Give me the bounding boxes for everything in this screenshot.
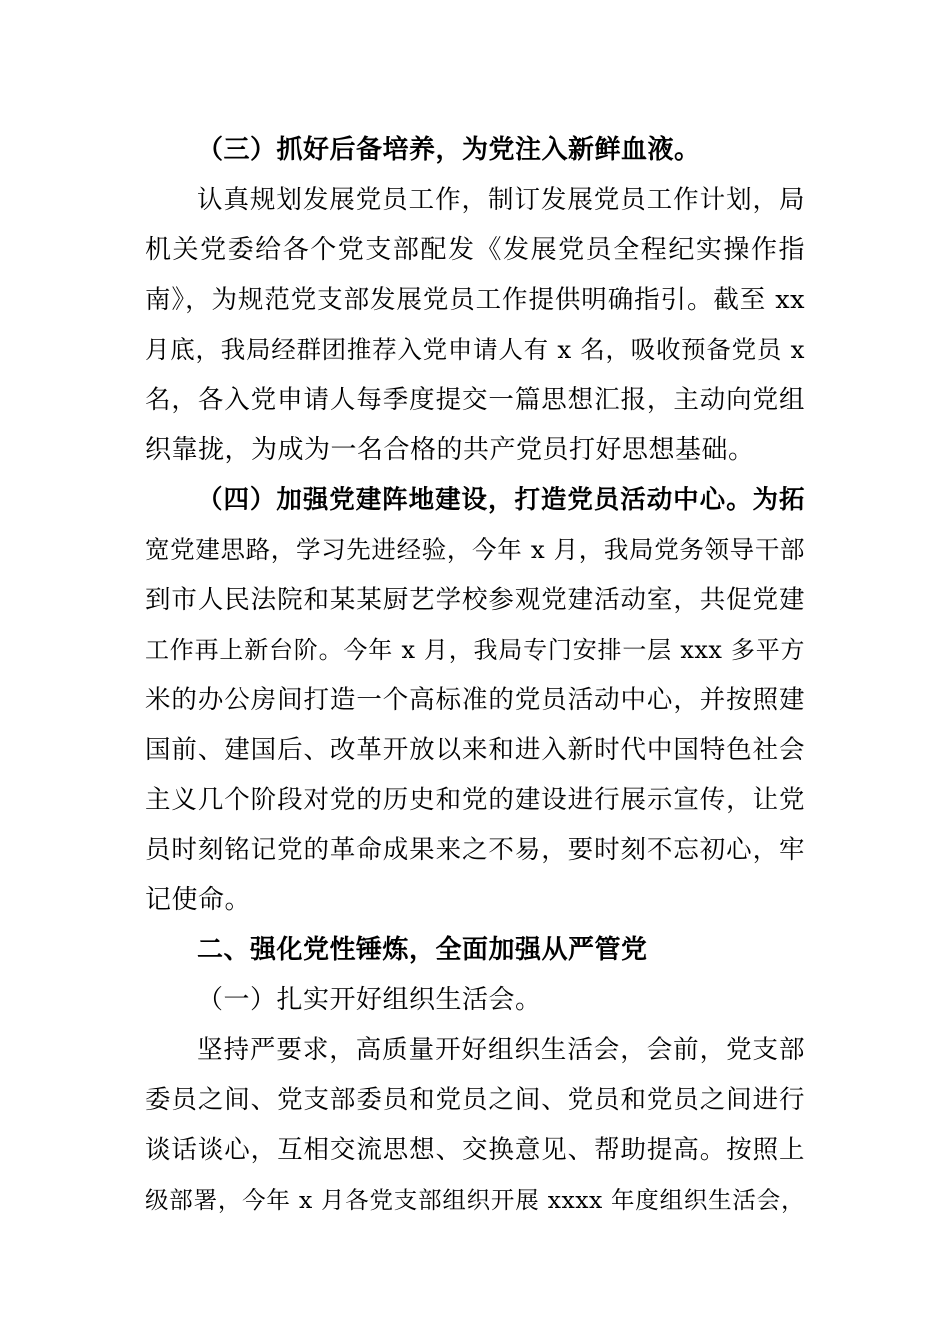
section-heading-4: （四）加强党建阵地建设，打造党员活动中心。为拓 xyxy=(197,485,805,515)
paragraph-line: 米的办公房间打造一个高标准的党员活动中心，并按照建 xyxy=(145,685,805,715)
paragraph-line: 机关党委给各个党支部配发《发展党员全程纪实操作指 xyxy=(145,235,805,265)
paragraph-line: 委员之间、党支部委员和党员之间、党员和党员之间进行 xyxy=(145,1085,805,1115)
paragraph-line: 谈话谈心，互相交流思想、交换意见、帮助提高。按照上 xyxy=(145,1135,805,1165)
paragraph-line: 月底，我局经群团推荐入党申请人有 x 名，吸收预备党员 x xyxy=(145,335,805,364)
paragraph-line: 级部署，今年 x 月各党支部组织开展 xxxx 年度组织生活会， xyxy=(145,1186,805,1214)
paragraph-line: 国前、建国后、改革开放以来和进入新时代中国特色社会 xyxy=(145,735,805,765)
section-heading-3: （三）抓好后备培养，为党注入新鲜血液。 xyxy=(197,135,701,165)
paragraph-line: 织靠拢，为成为一名合格的共产党员打好思想基础。 xyxy=(145,435,755,465)
paragraph-line: 南》，为规范党支部发展党员工作提供明确指引。截至 xx xyxy=(145,285,805,315)
paragraph-line: 主义几个阶段对党的历史和党的建设进行展示宣传，让党 xyxy=(145,785,805,815)
paragraph-line: 名，各入党申请人每季度提交一篇思想汇报，主动向党组 xyxy=(145,385,805,415)
paragraph-line: 到市人民法院和某某厨艺学校参观党建活动室，共促党建 xyxy=(145,585,805,615)
paragraph-line: 记使命。 xyxy=(145,885,252,915)
paragraph-line: 员时刻铭记党的革命成果来之不易，要时刻不忘初心，牢 xyxy=(145,835,805,865)
paragraph-line: 认真规划发展党员工作，制订发展党员工作计划，局 xyxy=(197,185,805,215)
paragraph-line: 坚持严要求，高质量开好组织生活会，会前，党支部 xyxy=(197,1035,805,1065)
paragraph-line: 宽党建思路，学习先进经验，今年 x 月，我局党务领导干部 xyxy=(145,535,805,564)
chapter-heading-2: 二、强化党性锤炼，全面加强从严管党 xyxy=(197,935,648,965)
section-heading-1: （一）扎实开好组织生活会。 xyxy=(197,985,542,1015)
paragraph-line: 工作再上新台阶。今年 x 月，我局专门安排一层 xxx 多平方 xyxy=(145,636,805,664)
